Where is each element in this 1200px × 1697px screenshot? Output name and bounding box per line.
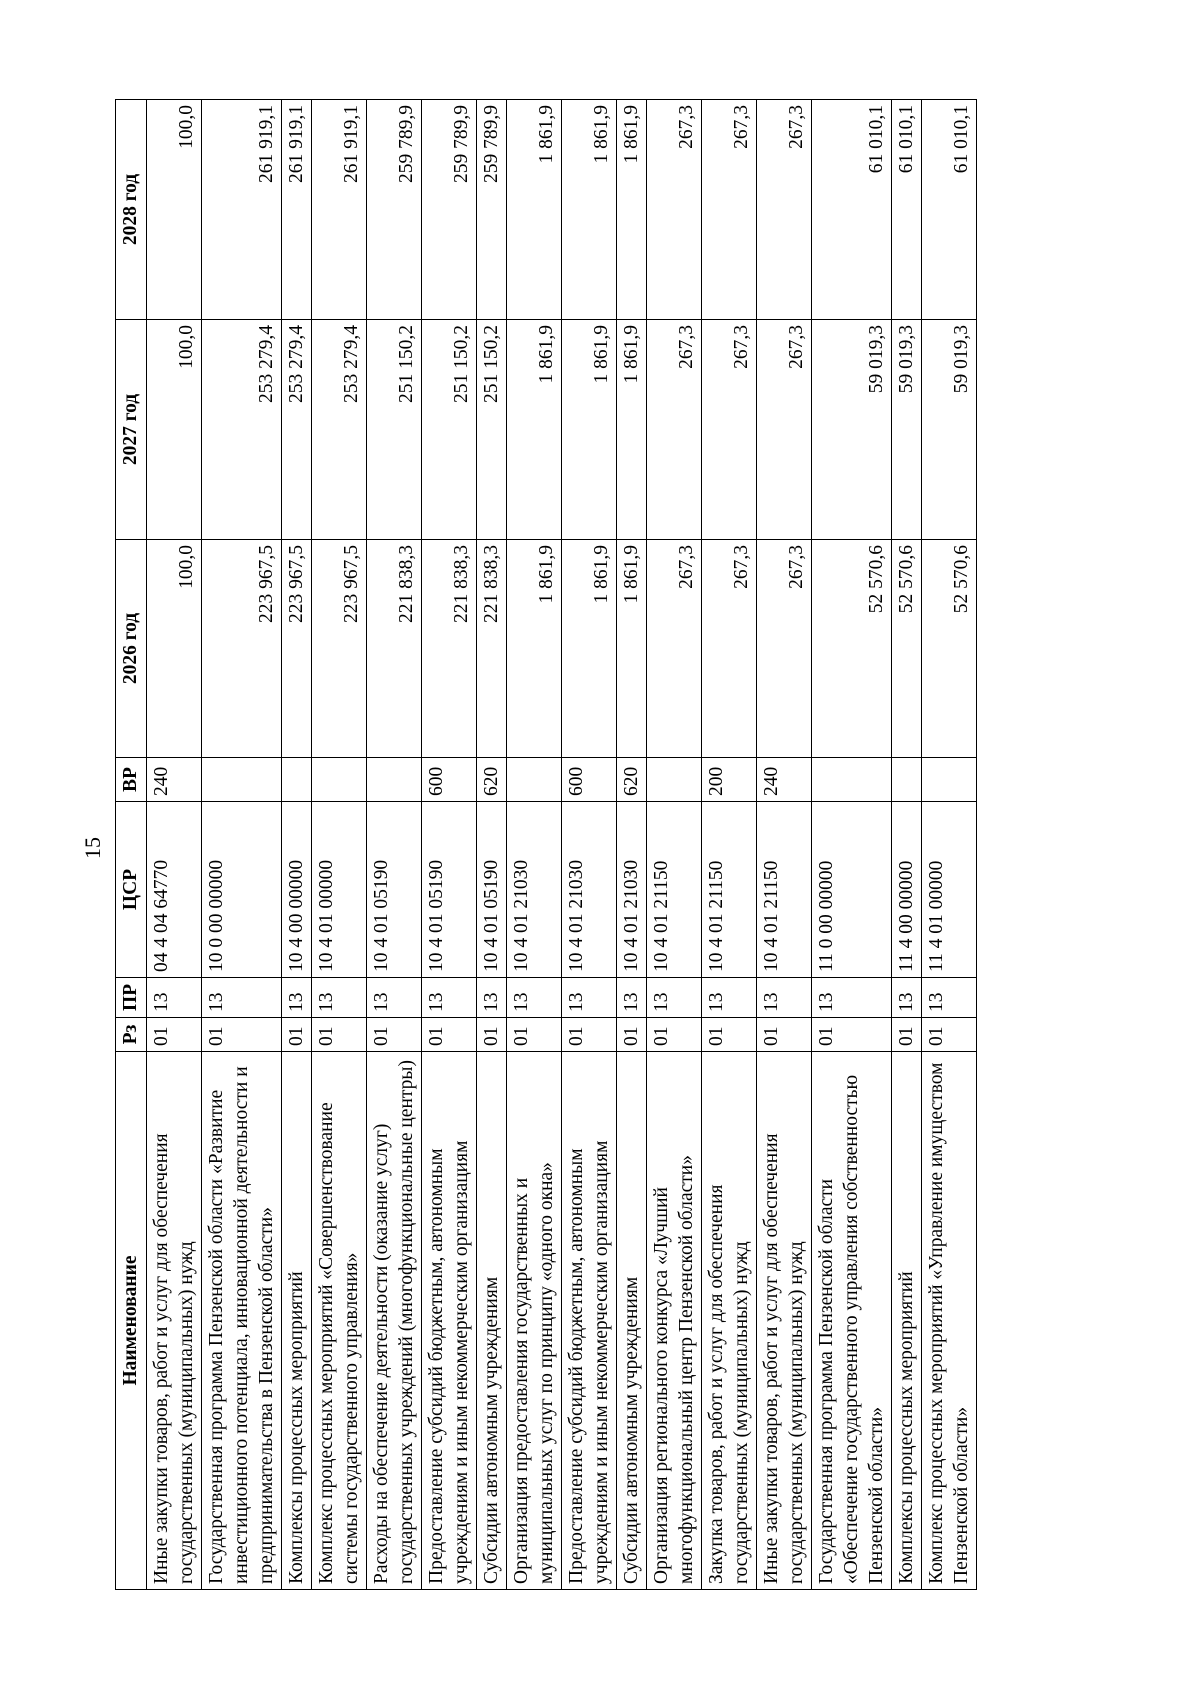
cell-rz: 01: [562, 1018, 617, 1052]
cell-2028: 61 010,1: [922, 100, 977, 320]
cell-vr: [507, 758, 562, 802]
cell-pr: 13: [702, 978, 757, 1018]
cell-rz: 01: [922, 1018, 977, 1052]
cell-csr: 11 0 00 00000: [812, 802, 892, 978]
cell-2026: 221 838,3: [422, 540, 477, 758]
cell-pr: 13: [757, 978, 812, 1018]
cell-2027: 1 861,9: [507, 320, 562, 540]
cell-2026: 1 861,9: [507, 540, 562, 758]
cell-2027: 251 150,2: [477, 320, 507, 540]
table-row: [757, 100, 812, 1590]
cell-2028: 1 861,9: [617, 100, 647, 320]
cell-csr: 11 4 01 00000: [922, 802, 977, 978]
cell-vr: 200: [702, 758, 757, 802]
cell-name: Организация предоставления государственных и муниципальных услуг по принципу «одного окна»: [507, 1052, 562, 1590]
cell-2026: 1 861,9: [562, 540, 617, 758]
cell-pr: 13: [147, 978, 202, 1018]
cell-vr: [202, 758, 282, 802]
table-row: [562, 100, 617, 1590]
cell-name: Закупка товаров, работ и услуг для обеспечения государственных (муниципальных) нужд: [702, 1052, 757, 1590]
cell-2027: 253 279,4: [282, 320, 312, 540]
table-row: [147, 100, 202, 1590]
cell-rz: 01: [702, 1018, 757, 1052]
cell-2026: 221 838,3: [367, 540, 422, 758]
cell-2026: 223 967,5: [312, 540, 367, 758]
table-row: [922, 100, 977, 1590]
cell-2026: 100,0: [147, 540, 202, 758]
header-vr: ВР: [116, 758, 147, 802]
cell-2026: 267,3: [647, 540, 702, 758]
cell-csr: 10 4 01 21030: [562, 802, 617, 978]
cell-vr: 620: [617, 758, 647, 802]
cell-pr: 13: [477, 978, 507, 1018]
cell-vr: 600: [422, 758, 477, 802]
cell-name: Комплекс процессных мероприятий «Управление имуществом Пензенской области»: [922, 1052, 977, 1590]
cell-2027: 267,3: [647, 320, 702, 540]
cell-2027: 59 019,3: [812, 320, 892, 540]
budget-table-container: [115, 100, 1065, 1590]
cell-pr: 13: [422, 978, 477, 1018]
cell-pr: 13: [367, 978, 422, 1018]
cell-2027: 59 019,3: [922, 320, 977, 540]
cell-csr: 10 0 00 00000: [202, 802, 282, 978]
cell-pr: 13: [617, 978, 647, 1018]
cell-csr: 11 4 00 00000: [892, 802, 922, 978]
cell-rz: 01: [892, 1018, 922, 1052]
cell-2026: 267,3: [702, 540, 757, 758]
cell-2026: 221 838,3: [477, 540, 507, 758]
cell-vr: [647, 758, 702, 802]
table-header-row: [116, 100, 147, 1590]
cell-pr: 13: [507, 978, 562, 1018]
cell-2026: 267,3: [757, 540, 812, 758]
cell-2027: 1 861,9: [617, 320, 647, 540]
cell-vr: [367, 758, 422, 802]
cell-2027: 267,3: [702, 320, 757, 540]
table-row: [702, 100, 757, 1590]
cell-2027: 251 150,2: [422, 320, 477, 540]
cell-rz: 01: [507, 1018, 562, 1052]
cell-2028: 267,3: [757, 100, 812, 320]
header-name: Наименование: [116, 1052, 147, 1590]
cell-2026: 223 967,5: [282, 540, 312, 758]
table-row: [812, 100, 892, 1590]
header-year-2028: 2028 год: [116, 100, 147, 320]
table-row: [202, 100, 282, 1590]
cell-vr: [312, 758, 367, 802]
cell-pr: 13: [812, 978, 892, 1018]
cell-pr: 13: [892, 978, 922, 1018]
cell-2026: 52 570,6: [812, 540, 892, 758]
header-rz: Рз: [116, 1018, 147, 1052]
cell-2026: 52 570,6: [892, 540, 922, 758]
cell-name: Государственная программа Пензенской области «Обеспечение государственного управления собственностью Пензенской области»: [812, 1052, 892, 1590]
table-row: [647, 100, 702, 1590]
cell-csr: 10 4 01 05190: [422, 802, 477, 978]
table-row: [312, 100, 367, 1590]
cell-2027: 253 279,4: [202, 320, 282, 540]
cell-rz: 01: [147, 1018, 202, 1052]
cell-name: Предоставление субсидий бюджетным, автономным учреждениям и иным некоммерческим организациям: [422, 1052, 477, 1590]
cell-vr: 240: [757, 758, 812, 802]
cell-name: Иные закупки товаров, работ и услуг для обеспечения государственных (муниципальных) нужд: [757, 1052, 812, 1590]
cell-name: Субсидии автономным учреждениям: [477, 1052, 507, 1590]
cell-2028: 259 789,9: [367, 100, 422, 320]
cell-name: Иные закупки товаров, работ и услуг для обеспечения государственных (муниципальных) нужд: [147, 1052, 202, 1590]
cell-rz: 01: [202, 1018, 282, 1052]
budget-table: [115, 99, 977, 1590]
cell-rz: 01: [282, 1018, 312, 1052]
cell-csr: 10 4 00 00000: [282, 802, 312, 978]
cell-2028: 1 861,9: [507, 100, 562, 320]
cell-2027: 1 861,9: [562, 320, 617, 540]
cell-2028: 259 789,9: [422, 100, 477, 320]
cell-csr: 10 4 01 21030: [617, 802, 647, 978]
cell-pr: 13: [202, 978, 282, 1018]
cell-csr: 10 4 01 21150: [702, 802, 757, 978]
cell-2028: 267,3: [702, 100, 757, 320]
cell-2028: 267,3: [647, 100, 702, 320]
page-number: 15: [80, 837, 105, 859]
cell-name: Организация регионального конкурса «Лучший многофункциональный центр Пензенской области»: [647, 1052, 702, 1590]
cell-csr: 10 4 01 21150: [757, 802, 812, 978]
cell-name: Предоставление субсидий бюджетным, автономным учреждениям и иным некоммерческим организациям: [562, 1052, 617, 1590]
table-row: [422, 100, 477, 1590]
table-row: [507, 100, 562, 1590]
cell-2028: 61 010,1: [812, 100, 892, 320]
cell-csr: 10 4 01 21150: [647, 802, 702, 978]
cell-name: Расходы на обеспечение деятельности (оказание услуг) государственных учреждений (многофункциональные центры): [367, 1052, 422, 1590]
cell-name: Комплексы процессных мероприятий: [282, 1052, 312, 1590]
cell-2027: 253 279,4: [312, 320, 367, 540]
table-row: [282, 100, 312, 1590]
cell-pr: 13: [562, 978, 617, 1018]
cell-rz: 01: [647, 1018, 702, 1052]
cell-name: Субсидии автономным учреждениям: [617, 1052, 647, 1590]
cell-2027: 251 150,2: [367, 320, 422, 540]
cell-2027: 59 019,3: [892, 320, 922, 540]
cell-2028: 261 919,1: [202, 100, 282, 320]
header-year-2027: 2027 год: [116, 320, 147, 540]
table-row: [892, 100, 922, 1590]
cell-2028: 1 861,9: [562, 100, 617, 320]
cell-name: Государственная программа Пензенской области «Развитие инвестиционного потенциала, инновационной деятельности и предпринимательства в Пензенской области»: [202, 1052, 282, 1590]
cell-2026: 1 861,9: [617, 540, 647, 758]
cell-2028: 100,0: [147, 100, 202, 320]
cell-pr: 13: [647, 978, 702, 1018]
cell-pr: 13: [282, 978, 312, 1018]
table-row: [617, 100, 647, 1590]
cell-2026: 52 570,6: [922, 540, 977, 758]
cell-vr: [812, 758, 892, 802]
cell-csr: 10 4 01 05190: [367, 802, 422, 978]
cell-vr: [282, 758, 312, 802]
cell-2026: 223 967,5: [202, 540, 282, 758]
cell-csr: 10 4 01 05190: [477, 802, 507, 978]
cell-vr: 240: [147, 758, 202, 802]
table-row: [367, 100, 422, 1590]
cell-csr: 10 4 01 00000: [312, 802, 367, 978]
cell-2027: 267,3: [757, 320, 812, 540]
cell-2028: 259 789,9: [477, 100, 507, 320]
header-pr: ПР: [116, 978, 147, 1018]
cell-rz: 01: [477, 1018, 507, 1052]
cell-name: Комплекс процессных мероприятий «Совершенствование системы государственного управления»: [312, 1052, 367, 1590]
cell-name: Комплексы процессных мероприятий: [892, 1052, 922, 1590]
cell-rz: 01: [312, 1018, 367, 1052]
cell-2027: 100,0: [147, 320, 202, 540]
cell-rz: 01: [422, 1018, 477, 1052]
cell-csr: 10 4 01 21030: [507, 802, 562, 978]
cell-2028: 261 919,1: [312, 100, 367, 320]
cell-vr: 620: [477, 758, 507, 802]
header-csr: ЦСР: [116, 802, 147, 978]
cell-rz: 01: [812, 1018, 892, 1052]
table-row: [477, 100, 507, 1590]
cell-rz: 01: [757, 1018, 812, 1052]
cell-csr: 04 4 04 64770: [147, 802, 202, 978]
cell-rz: 01: [367, 1018, 422, 1052]
cell-2028: 261 919,1: [282, 100, 312, 320]
cell-pr: 13: [312, 978, 367, 1018]
cell-vr: [922, 758, 977, 802]
cell-pr: 13: [922, 978, 977, 1018]
header-year-2026: 2026 год: [116, 540, 147, 758]
cell-2028: 61 010,1: [892, 100, 922, 320]
cell-rz: 01: [617, 1018, 647, 1052]
cell-vr: [892, 758, 922, 802]
cell-vr: 600: [562, 758, 617, 802]
